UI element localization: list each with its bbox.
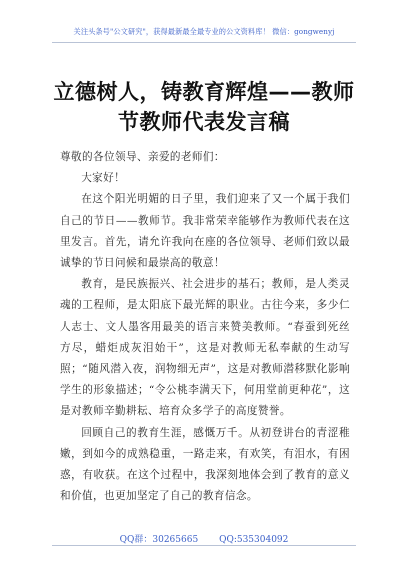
header-promo-note: 关注头条号"公文研究"，获得最新最全最专业的公文资料库！ 微信：gongwenyj (73, 27, 335, 36)
body-paragraph: 在这个阳光明媚的日子里，我们迎来了又一个属于我们自己的节日——教师节。我非常荣幸能够作为教师代表在这里发言。首先，请允许我向在座的各位领导、老师们致以最诚挚的节日问候和最崇高的敬意！ (60, 193, 350, 270)
salutation-paragraph: 尊敬的各位领导、亲爱的老师们： (60, 151, 225, 163)
body-paragraph: 回顾自己的教育生涯，感慨万千。从初登讲台的青涩稚嫩，到如今的成熟稳重，一路走来，有欢笑，有泪水，有困惑，有收获。在这个过程中，我深刻地体会到了教育的意义和价值，也更加坚定了自己的教育信念。 (60, 426, 350, 503)
header-divider (52, 42, 356, 43)
body-paragraph: 教育，是民族振兴、社会进步的基石；教师，是人类灵魂的工程师，是太阳底下最光辉的职业。古往今来，多少仁人志士、文人墨客用最美的语言来赞美教师。“春蚕到死丝方尽，蜡炬成灰泪始干”，这是对教师无私奉献的生动写照；“随风潜入夜，润物细无声”，这是对教师潜移默化影响学生的形象描述；“令公桃李满天下，何用堂前更种花”，这是对教师辛勤耕耘、培育众多学子的高度赞誉。 (60, 278, 350, 418)
footer-qq-group: QQ群：30265665 (119, 535, 199, 545)
document-title: 立德树人，铸教育辉煌——教师节教师代表发言稿 (53, 80, 355, 134)
document-body (60, 147, 350, 507)
footer-contact (0, 532, 408, 545)
greeting-paragraph: 大家好！ (81, 172, 126, 185)
footer-qq: QQ:535304092 (219, 535, 289, 545)
footer-divider (52, 545, 356, 546)
